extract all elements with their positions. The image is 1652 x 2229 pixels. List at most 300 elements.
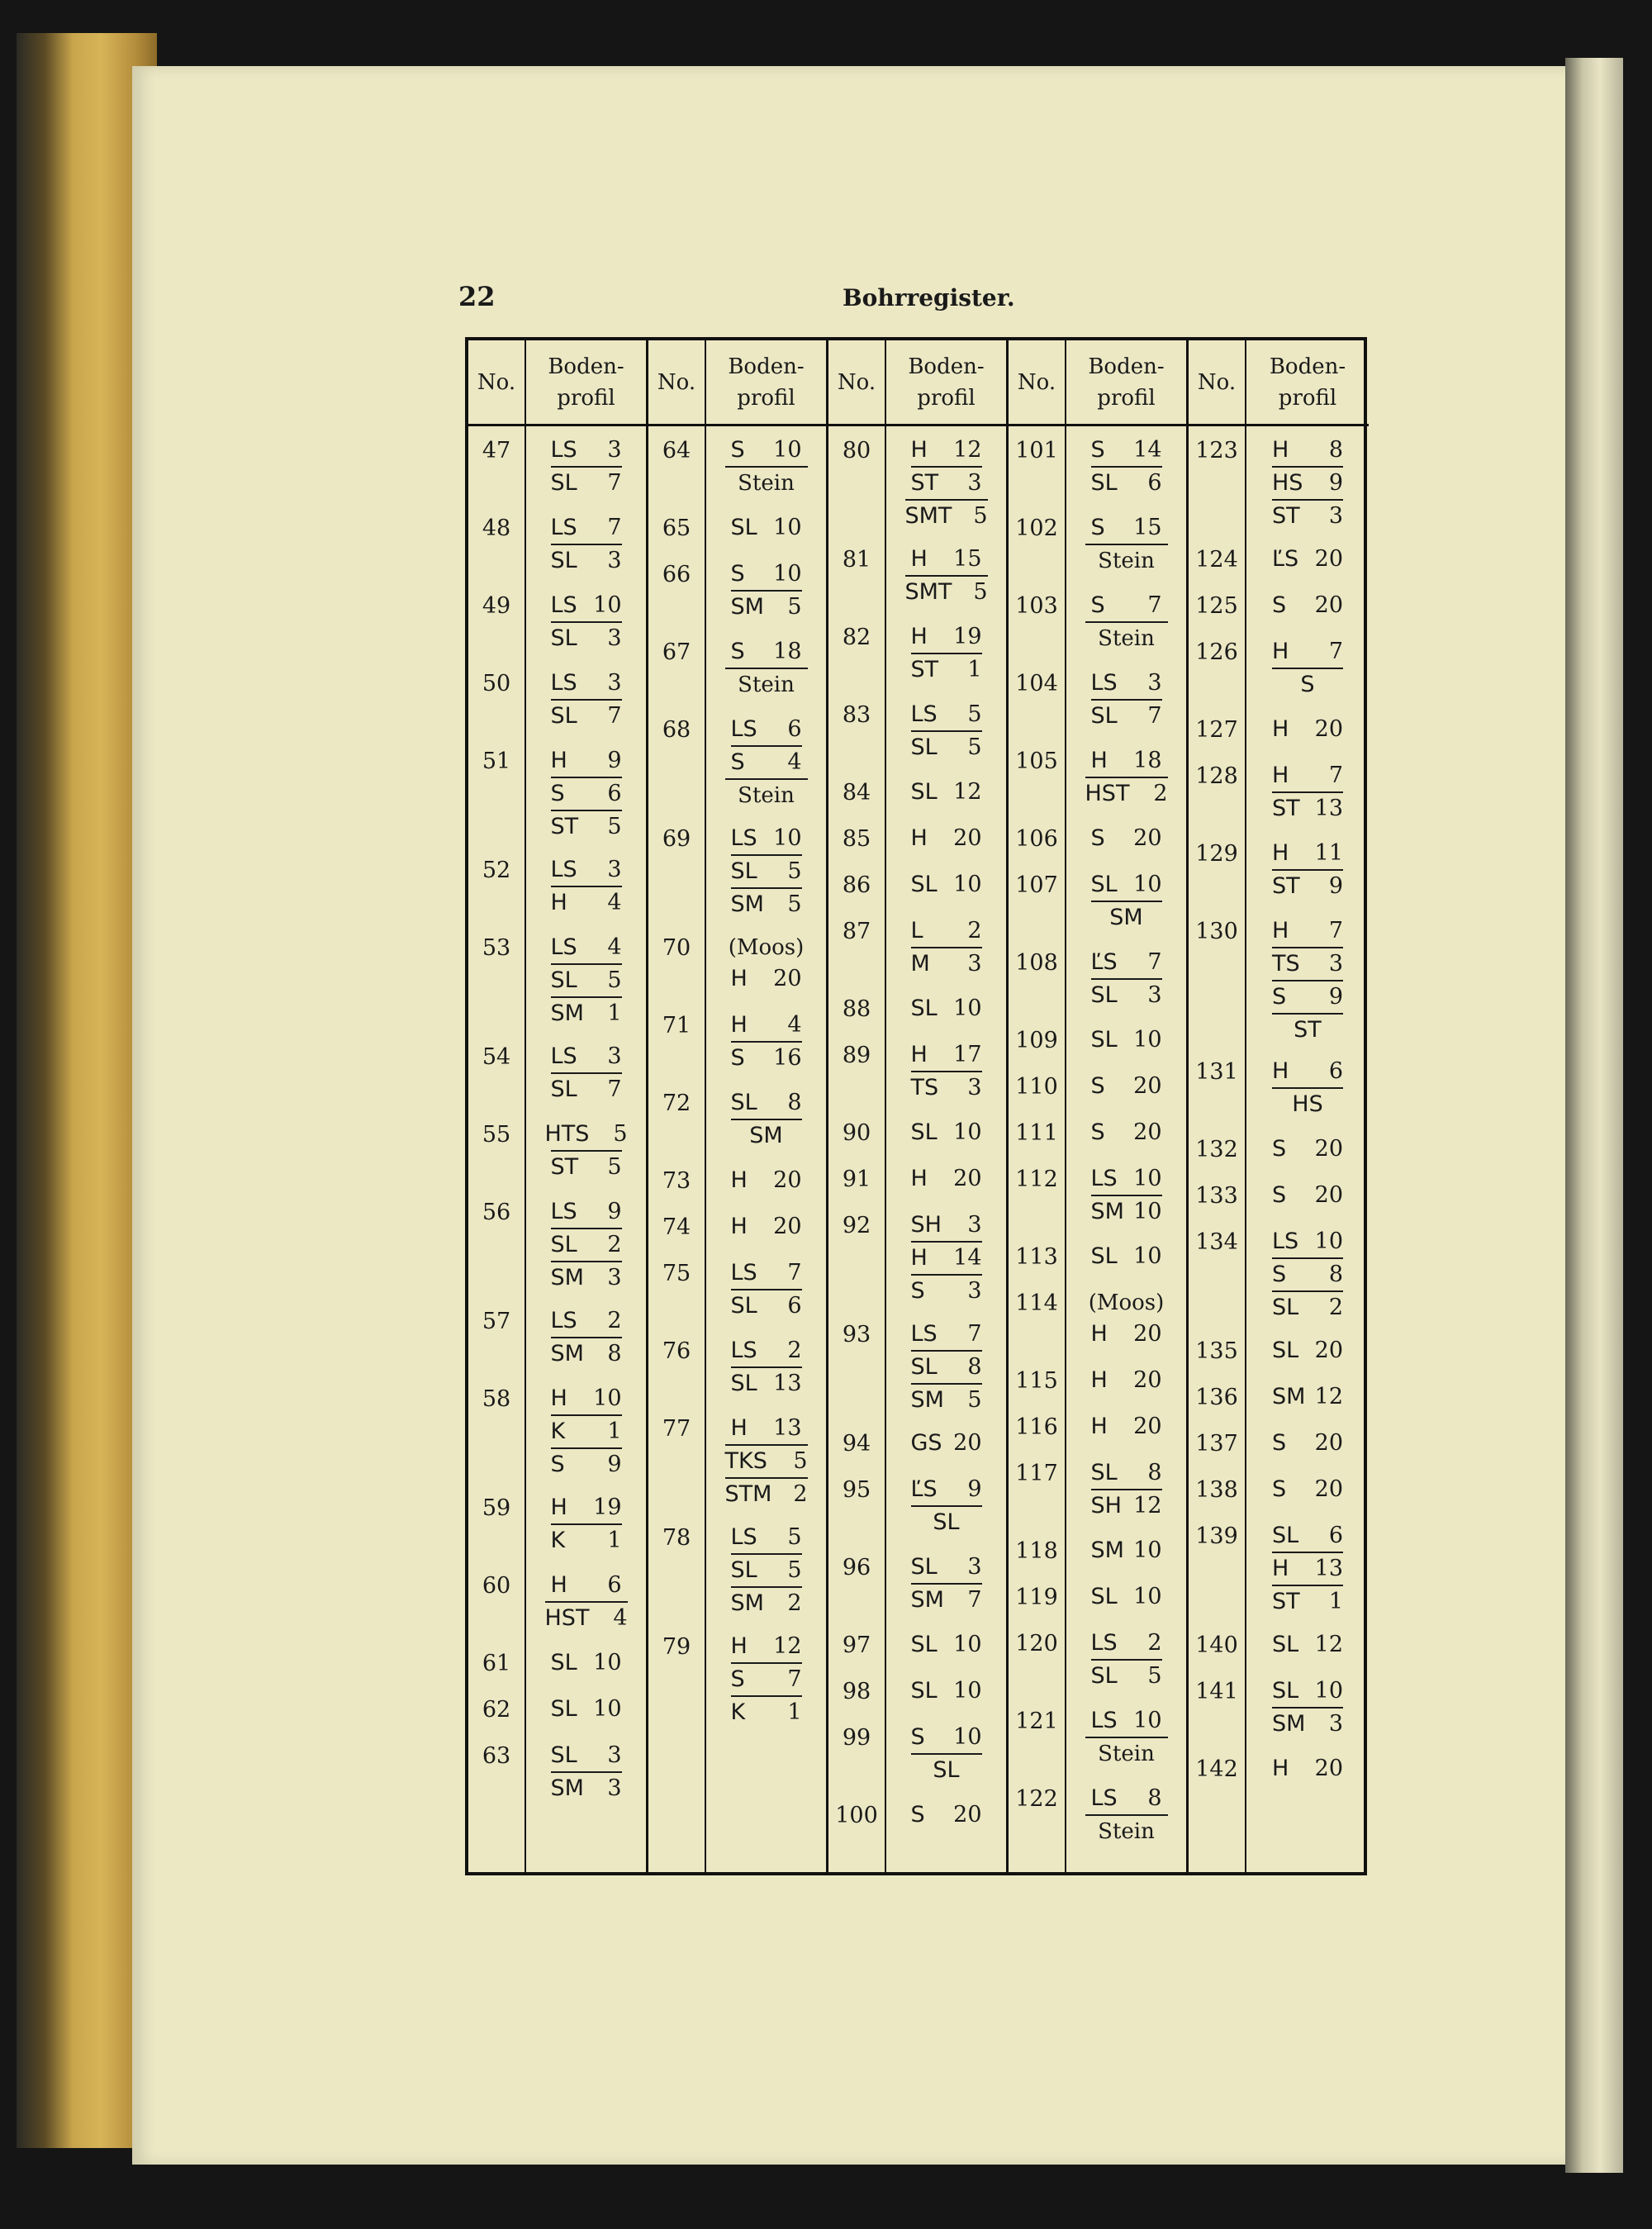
soil-code: TS [1272, 951, 1300, 977]
bodenprofil [706, 1249, 826, 1322]
soil-code: HS [1292, 1091, 1323, 1117]
soil-layer [1091, 1628, 1162, 1659]
table-row [828, 1713, 885, 1791]
bodenprofil [526, 504, 646, 577]
soil-code: H [910, 1166, 928, 1191]
table-row [1066, 1403, 1186, 1449]
bodenprofil [886, 1310, 1006, 1416]
table-row [1189, 1667, 1245, 1745]
table-row [706, 426, 826, 504]
table-row [828, 426, 885, 535]
table-row [706, 1203, 826, 1249]
soil-code: S [1090, 1073, 1105, 1099]
table-row [648, 1404, 705, 1514]
table-row [468, 1188, 525, 1297]
table-row [706, 1157, 826, 1203]
bodenprofil [706, 924, 826, 995]
table-row [1009, 815, 1065, 861]
bohrung-number: 91 [842, 1167, 871, 1192]
bohrung-number: 108 [1015, 950, 1058, 976]
layer-thickness: 7 [787, 1260, 802, 1286]
soil-code: SL [933, 1509, 960, 1535]
table-row [828, 1543, 885, 1621]
soil-code: SL [730, 1293, 757, 1319]
table-row [1009, 1527, 1065, 1573]
soil-code: S [1272, 1182, 1287, 1208]
soil-layer [1091, 1411, 1162, 1442]
header-bodenprofil-line2: profil [1097, 385, 1156, 411]
table-row [1066, 1279, 1186, 1357]
table-row [886, 613, 1006, 691]
table-row [526, 1561, 646, 1639]
soil-layer [731, 1119, 802, 1152]
table-row [828, 1791, 885, 1837]
bodenprofil [1066, 1697, 1186, 1770]
soil-code: SM [550, 1775, 584, 1801]
layer-thickness: 10 [1133, 1166, 1162, 1191]
soil-code: HTS [544, 1121, 590, 1147]
soil-code: TS [910, 1075, 939, 1100]
layer-thickness: 13 [1314, 1556, 1343, 1581]
layer-thickness: 10 [593, 1696, 622, 1722]
soil-code: LS [910, 701, 938, 727]
bodenprofil [526, 1033, 646, 1105]
soil-layer [1091, 745, 1162, 777]
table-row [1189, 1172, 1245, 1218]
soil-layer [731, 1010, 802, 1041]
soil-code: H [1272, 1556, 1289, 1581]
bohrung-number: 58 [482, 1386, 511, 1412]
table-row [706, 1249, 826, 1327]
bohrung-number: 73 [662, 1168, 691, 1194]
table-row [706, 550, 826, 628]
soil-code: SL [1090, 1027, 1118, 1053]
bohrung-number: 81 [842, 547, 871, 573]
table-row [1189, 1745, 1245, 1791]
bohrung-number: 134 [1195, 1229, 1238, 1255]
bohrung-number: 84 [842, 780, 871, 806]
table-row [1066, 1775, 1186, 1852]
bohrung-number: 88 [842, 996, 871, 1022]
soil-layer [1272, 869, 1343, 902]
table-row [1009, 1233, 1065, 1279]
bodenprofil [1066, 1109, 1186, 1148]
soil-layer [1272, 714, 1343, 745]
layer-thickness: 20 [1133, 1367, 1162, 1393]
soil-code: SH [910, 1212, 942, 1238]
table-row [526, 1375, 646, 1484]
table-row [886, 1109, 1006, 1155]
soil-layer [725, 466, 808, 499]
bohrung-number: 93 [842, 1322, 871, 1347]
soil-layer [731, 1413, 802, 1444]
no-column [648, 340, 706, 1872]
bodenprofil [526, 737, 646, 843]
soil-code: SL [730, 515, 757, 540]
bodenprofil [706, 1203, 826, 1243]
table-row [468, 1639, 525, 1685]
bohrung-number: 122 [1015, 1786, 1058, 1812]
table-row [468, 846, 525, 924]
table-row [1009, 504, 1065, 582]
table-row [1009, 737, 1065, 815]
bodenprofil [526, 1561, 646, 1634]
bohrung-number: 55 [482, 1122, 511, 1148]
table-row [1009, 1403, 1065, 1449]
soil-code: LS [730, 1260, 757, 1286]
soil-layer [551, 1196, 622, 1228]
no-column [468, 340, 526, 1872]
soil-code: S [910, 1278, 925, 1304]
table-columns [468, 340, 1364, 1872]
table-row [1066, 1233, 1186, 1279]
bodenprofil [886, 768, 1006, 808]
soil-layer [1091, 823, 1162, 854]
table-row [526, 426, 646, 504]
layer-thickness: 20 [773, 966, 802, 991]
bohrung-number: 67 [662, 639, 691, 665]
table-row [468, 1033, 525, 1110]
soil-code: SL [910, 1119, 938, 1145]
soil-layer [911, 1319, 982, 1350]
soil-layer [731, 745, 802, 778]
table-row [1246, 1667, 1369, 1745]
soil-layer [1272, 590, 1343, 621]
table-row [1189, 829, 1245, 907]
layer-thickness: 13 [773, 1371, 802, 1396]
soil-code: S [910, 1802, 925, 1827]
layer-thickness: 10 [1133, 872, 1162, 897]
table-row [1066, 1016, 1186, 1062]
soil-code: SM [1090, 1199, 1124, 1224]
table-row [468, 1732, 525, 1809]
soil-code: S [1090, 592, 1105, 618]
soil-layer [911, 653, 982, 686]
soil-layer [725, 778, 808, 811]
soil-layer [1272, 1257, 1343, 1290]
bohrung-number: 59 [482, 1495, 511, 1521]
table-row [1009, 1357, 1065, 1403]
bodenprofil [526, 582, 646, 654]
soil-layer [731, 1087, 802, 1119]
layer-thickness: 5 [1147, 1663, 1162, 1689]
table-row [886, 907, 1006, 985]
soil-code: LS [1090, 1630, 1118, 1656]
soil-code: SL [910, 1554, 938, 1580]
soil-layer [911, 1117, 982, 1148]
table-row [648, 1249, 705, 1327]
soil-layer [1091, 1489, 1162, 1522]
table-row [828, 985, 885, 1031]
soil-layer [731, 558, 802, 590]
soil-code: LS [550, 670, 577, 696]
header-no: No. [1189, 340, 1245, 426]
bohrung-number: 129 [1195, 841, 1238, 867]
header-no: No. [828, 340, 885, 426]
table-row [828, 1201, 885, 1310]
layer-thickness: 20 [953, 1430, 982, 1456]
table-row [1246, 1745, 1369, 1791]
soil-layer [1085, 1287, 1168, 1319]
soil-layer [1272, 1013, 1343, 1046]
soil-layer [1272, 1290, 1343, 1324]
soil-code: Stein [738, 783, 795, 808]
table-row [828, 535, 885, 613]
soil-code: LS [730, 1524, 757, 1550]
soil-code: STM [724, 1481, 772, 1507]
bodenprofil [1066, 1527, 1186, 1566]
soil-layer [731, 714, 802, 745]
bohrung-number: 132 [1195, 1137, 1238, 1162]
table-row [886, 1667, 1006, 1713]
soil-code: SL [730, 1557, 757, 1583]
bohrung-number: 78 [662, 1525, 691, 1551]
soil-layer [551, 621, 622, 654]
soil-layer [551, 1523, 622, 1556]
bodenprofil [1066, 1155, 1186, 1228]
soil-code: LS [550, 857, 577, 882]
table-row [1246, 1327, 1369, 1373]
soil-code: SMT [904, 579, 952, 605]
soil-layer [731, 887, 802, 920]
layer-thickness: 5 [967, 1387, 982, 1413]
layer-thickness: 7 [1328, 763, 1343, 788]
soil-code: S [1090, 1119, 1105, 1145]
layer-thickness: 17 [953, 1042, 982, 1067]
soil-code: SM [730, 891, 764, 917]
bodenprofil [1246, 1419, 1369, 1459]
layer-thickness: 5 [607, 967, 622, 993]
soil-code: SL [1272, 1295, 1299, 1320]
soil-layer [731, 1662, 802, 1695]
bohrung-number: 119 [1015, 1585, 1058, 1610]
layer-thickness: 5 [787, 858, 802, 884]
soil-code: H [910, 825, 928, 851]
table-row [1009, 1449, 1065, 1527]
bodenprofil [1066, 504, 1186, 577]
bohrung-number: 96 [842, 1555, 871, 1580]
soil-layer [911, 1552, 982, 1583]
layer-thickness: 19 [953, 624, 982, 649]
bodenprofil [1066, 1619, 1186, 1692]
soil-layer [551, 466, 622, 499]
soil-code: S [1300, 672, 1315, 697]
soil-code: HS [1272, 470, 1303, 496]
layer-thickness: 6 [787, 716, 802, 742]
layer-thickness: 3 [1328, 503, 1343, 529]
layer-thickness: 6 [607, 781, 622, 806]
soil-layer [731, 854, 802, 887]
bohrung-number: 117 [1015, 1461, 1058, 1486]
table-row [1066, 1573, 1186, 1619]
soil-layer [1272, 915, 1343, 947]
table-row [648, 504, 705, 550]
soil-layer [551, 1570, 622, 1601]
soil-code: HST [544, 1605, 590, 1631]
table-row [468, 426, 525, 504]
soil-layer [1272, 1520, 1343, 1552]
layer-thickness: 10 [773, 515, 802, 540]
soil-code: SL [550, 548, 577, 573]
layer-thickness: 3 [967, 1554, 982, 1580]
layer-thickness: 14 [953, 1245, 982, 1271]
layer-thickness: 7 [967, 1587, 982, 1613]
layer-thickness: 10 [1133, 1708, 1162, 1733]
bodenprofil [1066, 1573, 1186, 1613]
soil-code: H [730, 1167, 748, 1193]
bohrung-number: 71 [662, 1013, 691, 1038]
soil-code: H [1272, 1058, 1289, 1084]
soil-layer [1091, 978, 1162, 1011]
soil-code: SL [933, 1757, 960, 1783]
soil-layer [731, 1257, 802, 1289]
bohrung-number: 83 [842, 702, 871, 728]
table-row [1189, 706, 1245, 752]
layer-thickness: 3 [607, 670, 622, 696]
layer-thickness: 12 [1133, 1493, 1162, 1518]
soil-code: H [910, 437, 928, 463]
soil-code: S [1090, 515, 1105, 540]
layer-thickness: 10 [1314, 1229, 1343, 1254]
bohrung-number: 65 [662, 516, 691, 541]
soil-code: ĽS [910, 1476, 938, 1502]
layer-thickness: 3 [607, 437, 622, 463]
soil-layer [551, 1072, 622, 1105]
soil-layer [905, 499, 988, 532]
header-bodenprofil [1246, 340, 1369, 426]
bodenprofil [1066, 1403, 1186, 1442]
table-row [1066, 815, 1186, 861]
bohrung-number: 86 [842, 872, 871, 898]
layer-thickness: 10 [593, 1650, 622, 1675]
bohrung-number: 89 [842, 1043, 871, 1068]
table-row [526, 1110, 646, 1188]
bodenprofil [706, 706, 826, 811]
soil-code: H [1090, 1367, 1108, 1393]
layer-thickness: 5 [787, 891, 802, 917]
layer-thickness: 20 [1133, 1073, 1162, 1099]
table-row [526, 1033, 646, 1110]
bohrung-number: 99 [842, 1725, 871, 1751]
soil-layer [551, 590, 622, 621]
bodenprofil [1246, 1466, 1369, 1505]
bodenprofil [526, 1375, 646, 1480]
layer-thickness: 10 [953, 996, 982, 1021]
soil-layer [725, 668, 808, 701]
bodenprofil [1066, 1233, 1186, 1272]
bohrung-number: 76 [662, 1338, 691, 1364]
soil-layer [545, 1119, 628, 1150]
table-row [648, 1079, 705, 1157]
layer-thickness: 10 [953, 1119, 982, 1145]
table-row [1189, 1373, 1245, 1419]
soil-layer [1272, 1134, 1343, 1165]
bohrung-number: 97 [842, 1633, 871, 1658]
table-row [526, 659, 646, 737]
layer-thickness: 10 [773, 561, 802, 587]
bodenprofil [526, 1685, 646, 1725]
bohrung-number: 69 [662, 826, 691, 852]
table-row [1189, 1218, 1245, 1327]
soil-layer [731, 1586, 802, 1619]
layer-thickness: 2 [607, 1308, 622, 1333]
soil-layer [911, 1474, 982, 1505]
soil-layer [1272, 435, 1343, 466]
soil-layer [1091, 466, 1162, 499]
layer-thickness: 20 [1314, 716, 1343, 742]
table-row [526, 737, 646, 846]
soil-code: K [550, 1528, 566, 1553]
table-row [706, 628, 826, 706]
soil-layer [1272, 1629, 1343, 1661]
bohrung-number: 113 [1015, 1244, 1058, 1270]
soil-code: ST [910, 470, 939, 496]
layer-thickness: 3 [1147, 982, 1162, 1008]
soil-code: LS [550, 1043, 577, 1069]
soil-code: S [1272, 592, 1287, 618]
soil-layer [1272, 1552, 1343, 1585]
soil-code: H [1090, 748, 1108, 773]
soil-layer [1272, 1707, 1343, 1740]
bohrung-number: 107 [1015, 872, 1058, 898]
soil-layer [1091, 590, 1162, 621]
layer-thickness: 5 [793, 1448, 808, 1474]
soil-code: SL [910, 1632, 938, 1657]
layer-thickness: 5 [607, 814, 622, 839]
layer-thickness: 3 [607, 1265, 622, 1290]
soil-layer [731, 1522, 802, 1553]
layer-thickness: 10 [773, 437, 802, 463]
soil-code: ĽS [1090, 949, 1118, 975]
soil-code: SL [1272, 1632, 1299, 1657]
table-row [828, 1466, 885, 1543]
soil-code: GS [910, 1430, 942, 1456]
soil-layer [911, 1505, 982, 1538]
bodenprofil [1066, 1279, 1186, 1350]
layer-thickness: 8 [1147, 1460, 1162, 1485]
table-row [828, 768, 885, 815]
bodenprofil [1246, 1745, 1369, 1785]
column-group-5 [1189, 340, 1369, 1872]
soil-code: Stein [738, 673, 795, 697]
no-column [1009, 340, 1066, 1872]
layer-thickness: 6 [1328, 1058, 1343, 1084]
layer-thickness: 13 [773, 1415, 802, 1441]
bohrung-number: 128 [1195, 763, 1238, 789]
soil-code: SL [550, 967, 577, 993]
table-row [1066, 1697, 1186, 1775]
layer-thickness: 3 [1147, 670, 1162, 696]
layer-thickness: 10 [953, 872, 982, 897]
soil-layer [551, 963, 622, 996]
layer-thickness: 5 [787, 594, 802, 620]
table-row [1246, 706, 1369, 752]
table-row [1246, 582, 1369, 628]
table-row [1189, 1125, 1245, 1172]
book-edge-right [1565, 58, 1623, 2173]
bodenprofil [1246, 1125, 1369, 1165]
soil-code: ST [1272, 503, 1300, 529]
soil-code: SL [1272, 1523, 1299, 1548]
layer-thickness: 3 [967, 1278, 982, 1304]
bohrung-number: 48 [482, 516, 511, 541]
layer-thickness: 8 [1328, 1262, 1343, 1287]
bohrung-number: 50 [482, 671, 511, 696]
soil-layer [911, 1039, 982, 1071]
soil-layer [551, 996, 622, 1029]
bodenprofil [706, 628, 826, 701]
table-row [1189, 1466, 1245, 1512]
